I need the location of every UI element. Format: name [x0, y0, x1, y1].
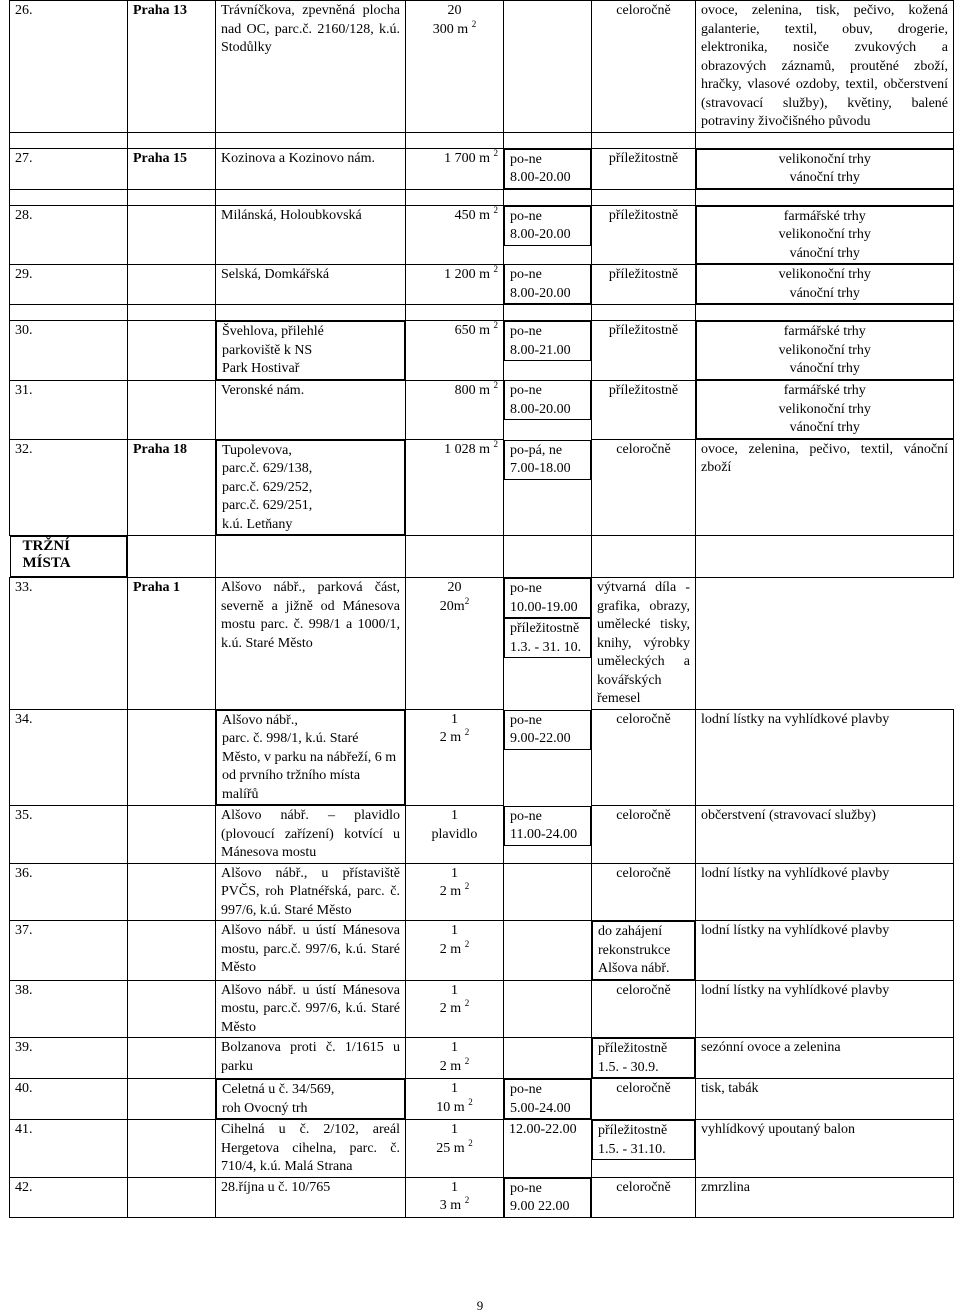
period: příležitostně	[592, 380, 696, 439]
count-area: 1 2 m $^2$	[406, 921, 504, 981]
goods: občerstvení (stravovací služby)	[696, 806, 954, 864]
hours	[504, 863, 592, 921]
row-number: 38.	[10, 980, 128, 1038]
table-row	[10, 1038, 954, 1079]
table-row	[10, 709, 954, 806]
goods: lodní lístky na vyhlídkové plavby	[696, 980, 954, 1038]
location: Selská, Domkářská	[216, 264, 406, 305]
section-label: TRŽNÍ MÍSTA	[10, 536, 128, 577]
table-row	[10, 205, 954, 264]
count: 20	[447, 3, 462, 18]
hours: po-ne 10.00-19.00	[504, 578, 591, 618]
goods: lodní lístky na vyhlídkové plavby	[696, 709, 954, 806]
goods: velikonoční trhy vánoční trhy	[696, 149, 954, 189]
row-number: 26.	[10, 1, 128, 133]
row-number: 32.	[10, 439, 128, 536]
period: příležitostně	[592, 321, 696, 381]
period: celoročně	[592, 806, 696, 864]
count-area: 20 $20m^2$	[406, 578, 504, 710]
period: příležitostně	[592, 264, 696, 305]
hours	[504, 921, 592, 981]
location: Alšovo nábř., u přístaviště PVČS, roh Platnéřská, parc. č. 997/6, k.ú. Staré Město	[216, 863, 406, 921]
goods: zmrzlina	[696, 1177, 954, 1218]
count-area: 1 25 m $^2$	[406, 1120, 504, 1178]
count-area	[406, 806, 504, 864]
period: příležitostně	[592, 148, 696, 189]
location: Alšovo nábř., parková část, severně a jižně od Mánesova mostu parc. č. 998/1 a 1000/1, k.ú. Staré Město	[216, 578, 406, 710]
table-row	[10, 980, 954, 1038]
count: 1	[451, 1122, 458, 1137]
count: 1	[451, 923, 458, 938]
count-area: 1 2 m $^2$	[406, 980, 504, 1038]
count: 1	[451, 808, 458, 823]
count-area: 800 m $^2$	[406, 380, 504, 439]
goods: vyhlídkový upoutaný balon	[696, 1120, 954, 1178]
table-row	[10, 806, 954, 864]
goods: výtvarná díla - grafika, obrazy, umělecké tisky, knihy, výrobky uměleckých a kovářských řemesel	[592, 578, 696, 710]
table-row	[10, 439, 954, 536]
count: 1	[451, 865, 458, 881]
count-area: 1 028 m $^2$	[406, 439, 504, 536]
location: Švehlova, přilehlé parkoviště k NS Park Hostivař	[216, 321, 405, 380]
count-area: 1 2 m $^2$	[406, 863, 504, 921]
table-row	[10, 264, 954, 305]
count: 20	[447, 580, 462, 595]
period: příležitostně 1.3. - 31. 10.	[504, 618, 591, 658]
area: 1 200 m	[444, 266, 490, 282]
goods: farmářské trhy velikonoční trhy vánoční trhy	[696, 206, 954, 265]
location: Kozinova a Kozinovo nám.	[216, 148, 406, 189]
period: celoročně	[592, 1, 696, 133]
period: celoročně	[592, 1079, 696, 1120]
location: Bolzanova proti č. 1/1615 u parku	[216, 1038, 406, 1079]
period: příležitostně 1.5. - 31.10.	[592, 1120, 695, 1160]
period: celoročně	[592, 709, 696, 806]
location: Alšovo nábř., parc. č. 998/1, k.ú. Staré Město, v parku na nábřeží, 6 m od prvního tržního místa malířů	[216, 710, 405, 806]
table-row	[10, 1079, 954, 1120]
table-row	[10, 148, 954, 189]
count-area: 1 2 m $^2$	[406, 709, 504, 806]
section-row	[10, 536, 954, 578]
location: Cihelná u č. 2/102, areál Hergetova cihelna, parc. č. 710/4, k.ú. Malá Strana	[216, 1120, 406, 1178]
row-number: 39.	[10, 1038, 128, 1079]
goods: sezónní ovoce a zelenina	[696, 1038, 954, 1079]
goods: lodní lístky na vyhlídkové plavby	[696, 863, 954, 921]
hours: po-ne 11.00-24.00	[504, 806, 591, 846]
period: celoročně	[592, 1177, 696, 1218]
hours: po-ne 8.00-20.00	[504, 264, 591, 304]
count-area: 1 2 m $^2$	[406, 1038, 504, 1079]
area: 1 700 m	[444, 150, 490, 166]
hours: po-ne 8.00-20.00	[504, 149, 591, 189]
area: 2 m	[439, 1058, 462, 1074]
area: 2 m	[439, 941, 462, 957]
hours	[504, 980, 592, 1038]
goods: velikonoční trhy vánoční trhy	[696, 264, 954, 304]
hours: po-ne 8.00-21.00	[504, 321, 591, 361]
hours	[504, 1038, 592, 1079]
row-number: 33.	[10, 578, 128, 710]
period: celoročně	[592, 980, 696, 1038]
count-area: 450 m $^2$	[406, 205, 504, 264]
row-number: 36.	[10, 863, 128, 921]
count-area: 1 200 m $^2$	[406, 264, 504, 305]
table-row	[10, 1120, 954, 1178]
table-row	[10, 863, 954, 921]
row-number: 30.	[10, 321, 128, 381]
row-number: 34.	[10, 709, 128, 806]
row-number: 28.	[10, 205, 128, 264]
count-area: 1 700 m $^2$	[406, 148, 504, 189]
area: 450 m	[454, 207, 490, 223]
count: 1	[451, 982, 458, 998]
area: 2 m	[439, 884, 462, 899]
hours: po-ne 9.00 22.00	[504, 1178, 591, 1218]
area: plavidlo	[431, 826, 478, 842]
row-number: 42.	[10, 1177, 128, 1218]
location: Celetná u č. 34/569, roh Ovocný trh	[216, 1079, 405, 1119]
hours: po-ne 8.00-20.00	[504, 380, 591, 420]
location: Alšovo nábř. u ústí Mánesova mostu, parc.č. 997/6, k.ú. Staré Město	[216, 921, 406, 981]
count: 1	[451, 1081, 458, 1096]
area: 1 028 m	[444, 441, 490, 457]
row-number: 31.	[10, 380, 128, 439]
count-area: 650 m $^2$	[406, 321, 504, 381]
table-row	[10, 380, 954, 439]
hours: po-ne 5.00-24.00	[504, 1079, 591, 1119]
area: 2 m	[439, 1001, 462, 1016]
district: Praha 15	[128, 148, 216, 189]
period: celoročně	[592, 863, 696, 921]
period: příležitostně 1.5. - 30.9.	[592, 1038, 695, 1078]
row-number: 37.	[10, 921, 128, 981]
row-number: 40.	[10, 1079, 128, 1120]
count-area: 1 10 m $^2$	[406, 1079, 504, 1120]
hours: po-ne 8.00-20.00	[504, 206, 591, 246]
hours	[504, 1, 592, 133]
goods: tisk, tabák	[696, 1079, 954, 1120]
goods: farmářské trhy velikonoční trhy vánoční trhy	[696, 380, 954, 439]
row-number: 29.	[10, 264, 128, 305]
district: Praha 18	[128, 439, 216, 536]
row-number: 35.	[10, 806, 128, 864]
table-row	[10, 321, 954, 381]
location: Veronské nám.	[216, 380, 406, 439]
area: 650 m	[454, 323, 490, 338]
row-number: 27.	[10, 148, 128, 189]
area: 3 m	[439, 1198, 462, 1213]
area: 800 m	[454, 382, 490, 398]
count: 1	[451, 711, 458, 727]
period: celoročně	[592, 439, 696, 536]
market-table-page	[9, 0, 953, 1218]
table-row	[10, 921, 954, 981]
goods: ovoce, zelenina, pečivo, textil, vánoční zboží	[696, 439, 954, 536]
location: 28.října u č. 10/765	[216, 1177, 406, 1218]
count: 1	[451, 1179, 458, 1195]
page-number: 9	[476, 1298, 484, 1313]
hours: 12.00-22.00	[504, 1120, 592, 1178]
area: 20m	[439, 598, 465, 614]
location: Alšovo nábř. – plavidlo (plovoucí zařízení) kotvící u Mánesova mostu	[216, 806, 406, 864]
location: Trávníčkova, zpevněná plocha nad OC, parc.č. 2160/128, k.ú. Stodůlky	[216, 1, 406, 133]
table-row	[10, 578, 954, 710]
location: Milánská, Holoubkovská	[216, 205, 406, 264]
count: 1	[451, 1040, 458, 1055]
period: do zahájení rekonstrukce Alšova nábř.	[592, 921, 695, 980]
market-places-table	[9, 0, 954, 1218]
hours: po-pá, ne 7.00-18.00	[504, 440, 591, 480]
goods: ovoce, zelenina, tisk, pečivo, kožená galanterie, textil, obuv, drogerie, elektronika, nosiče zvukových a obrazových záznamů, proutěné zboží, hračky, vlasové ozdoby, textil, občerstvení (stravovací služby), květiny, balené potraviny živočišného původu	[696, 1, 954, 133]
district: Praha 1	[128, 578, 216, 710]
table-row	[10, 1, 954, 133]
location: Tupolevova, parc.č. 629/138, parc.č. 629/252, parc.č. 629/251, k.ú. Letňany	[216, 440, 405, 536]
area: 300 m	[432, 21, 469, 37]
table-row	[10, 1177, 954, 1218]
district: Praha 13	[128, 1, 216, 133]
period: příležitostně	[592, 205, 696, 264]
area: 10 m	[436, 1099, 465, 1115]
goods: farmářské trhy velikonoční trhy vánoční trhy	[696, 321, 954, 380]
location: Alšovo nábř. u ústí Mánesova mostu, parc.č. 997/6, k.ú. Staré Město	[216, 980, 406, 1038]
area: 2 m	[439, 730, 462, 745]
area: 25 m	[436, 1140, 465, 1156]
count-area: 1 3 m $^2$	[406, 1177, 504, 1218]
goods: lodní lístky na vyhlídkové plavby	[696, 921, 954, 981]
row-number: 41.	[10, 1120, 128, 1178]
count-area: 20 300 m $^2$	[406, 1, 504, 133]
hours: po-ne 9.00-22.00	[504, 710, 591, 750]
